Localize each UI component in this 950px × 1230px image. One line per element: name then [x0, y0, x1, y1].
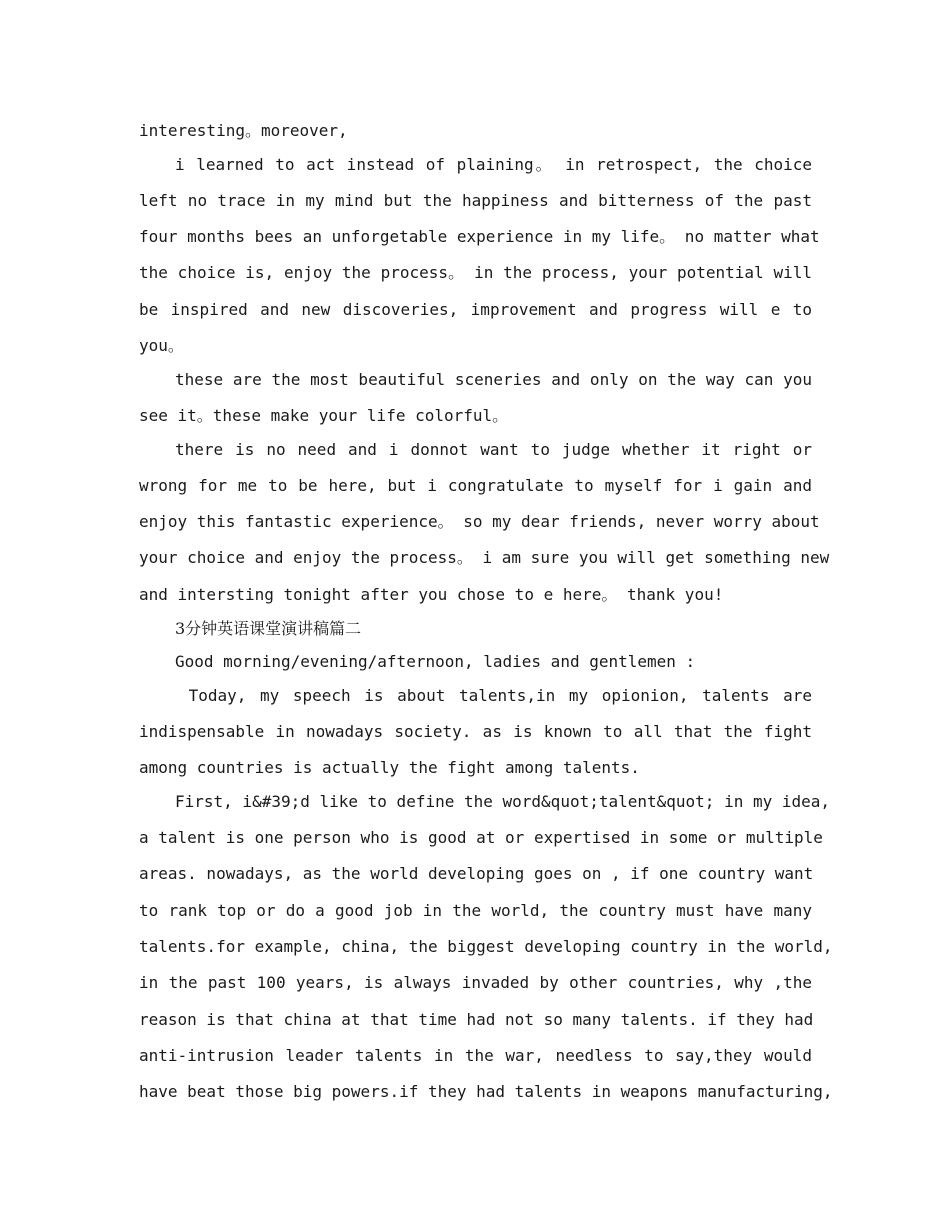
text-line: reason is that china at that time had not so many talents. if they had — [139, 1010, 814, 1029]
text-line: i learned to act instead of plaining。 in retrospect, the choice — [175, 155, 812, 174]
text-line: areas. nowadays, as the world developing goes on , if one country want — [139, 864, 814, 883]
text-line: Today, my speech is about talents,in my opionion, talents are — [175, 686, 812, 705]
text-line: interesting。moreover, — [139, 121, 348, 140]
text-line: talents.for example, china, the biggest developing country in the world, — [139, 937, 833, 956]
text-line: be inspired and new discoveries, improvement and progress will e to — [139, 300, 812, 319]
section-heading: 3分钟英语课堂演讲稿篇二 — [175, 619, 362, 638]
text-line: have beat those big powers.if they had talents in weapons manufacturing, — [139, 1082, 833, 1101]
text-line: indispensable in nowadays society. as is known to all that the fight — [139, 722, 812, 741]
text-line: First, i&#39;d like to define the word&quot;talent&quot; in my idea, — [175, 792, 831, 811]
text-line: four months bees an unforgetable experience in my life。 no matter what — [139, 227, 820, 246]
text-line: see it。these make your life colorful。 — [139, 406, 509, 425]
text-line: these are the most beautiful sceneries and only on the way can you — [175, 370, 812, 389]
text-line: among countries is actually the fight among talents. — [139, 758, 640, 777]
text-line: wrong for me to be here, but i congratulate to myself for i gain and — [139, 476, 812, 495]
text-line: to rank top or do a good job in the world, the country must have many — [139, 901, 812, 920]
text-line: left no trace in my mind but the happiness and bitterness of the past — [139, 191, 812, 210]
text-line: anti-intrusion leader talents in the war, needless to say,they would — [139, 1046, 812, 1065]
text-line: enjoy this fantastic experience。 so my dear friends, never worry about — [139, 512, 820, 531]
text-line: your choice and enjoy the process。 i am sure you will get something new — [139, 548, 830, 567]
text-line: and intersting tonight after you chose to e here。 thank you! — [139, 585, 724, 604]
text-line: you。 — [139, 336, 184, 355]
text-line: there is no need and i donnot want to judge whether it right or — [175, 440, 812, 459]
text-line: in the past 100 years, is always invaded by other countries, why ,the — [139, 973, 812, 992]
text-line: the choice is, enjoy the process。 in the process, your potential will — [139, 263, 812, 282]
text-line: a talent is one person who is good at or expertised in some or multiple — [139, 828, 823, 847]
text-line: Good morning/evening/afternoon, ladies and gentlemen : — [175, 652, 696, 671]
